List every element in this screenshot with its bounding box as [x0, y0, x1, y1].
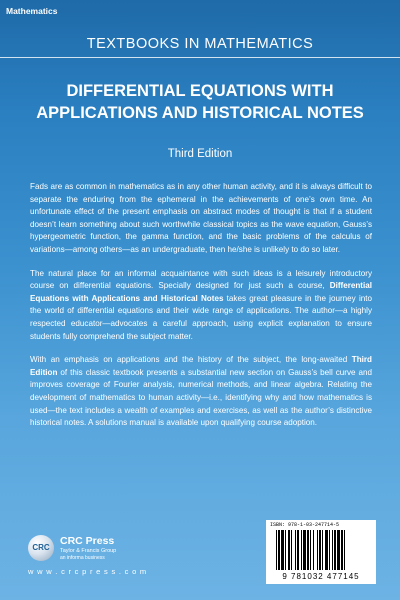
- paragraph-1-text: Fads are as common in mathematics as in any other human activity, and it is always difficult to separate the enduring from the ephemeral in the achievements of one’s own time. An unfortunate effect of the present emphasis on abstract modes of thought is that if a student doesn’t learn something about such worthwhile classical topics as the wave equation, Gauss’s hypergeometric function, the gamma function, and the basic problems of the calculus of variations—among others—as an undergraduate, then he/she is unlikely to do so later.: [30, 182, 372, 254]
- paragraph-2-text-start: The natural place for an informal acquaintance with such ideas is a leisurely introductory course on differential equations. Specially designed for just such a course,: [30, 268, 372, 291]
- publisher-tagline: an informa business: [60, 555, 105, 561]
- isbn-barcode: [266, 520, 376, 584]
- barcode-icon: [276, 530, 372, 570]
- publisher-logo: [28, 535, 188, 575]
- category-label: Mathematics: [6, 6, 58, 16]
- barcode-number: 9 781032 477145: [282, 572, 360, 581]
- publisher-url: w w w . c r c p r e s s . c o m: [28, 567, 147, 576]
- description-paragraph-1: [30, 181, 372, 257]
- publisher-group: Taylor & Francis Group: [60, 548, 117, 554]
- description-body: [30, 181, 372, 441]
- edition-label: Third Edition: [167, 148, 233, 160]
- paragraph-3-edition: Third Edition: [30, 355, 372, 377]
- description-paragraph-3: [30, 354, 372, 430]
- paragraph-2-text-end: takes great pleasure in the journey into the world of differential equations and their wide range of applications. The author—a highly respected educator—advocates a careful approach, using explicit explanation to ensure students fully comprehend the subject matter.: [30, 293, 372, 341]
- book-title: DIFFERENTIAL EQUATIONS WITH APPLICATIONS AND HISTORICAL NOTES: [36, 82, 364, 122]
- paragraph-2-book-title: Differential Equations with Applications and Historical Notes: [30, 281, 372, 303]
- paragraph-3-text-start: With an emphasis on applications and the history of the subject, the long-awaited: [30, 355, 352, 365]
- crc-logo-icon: CRC: [28, 535, 54, 561]
- isbn-label: ISBN: 978-1-03-247714-5: [270, 522, 340, 528]
- description-paragraph-2: [30, 268, 372, 344]
- publisher-name: CRC Press: [60, 535, 115, 547]
- paragraph-3-text-end: of this classic textbook presents a substantial new section on Gauss’s bell curve and improves coverage of Fourier analysis, numerical methods, and linear algebra. Relating the development of mathematics to human activity—i.e., identifying why and how mathematics is used—the text includes a wealth of examples and exercises, as well as the author’s distinctive historical notes. A solutions manual is available upon qualifying course adoption.: [30, 367, 372, 428]
- series-divider: [0, 57, 400, 58]
- series-title: TEXTBOOKS IN MATHEMATICS: [86, 36, 314, 52]
